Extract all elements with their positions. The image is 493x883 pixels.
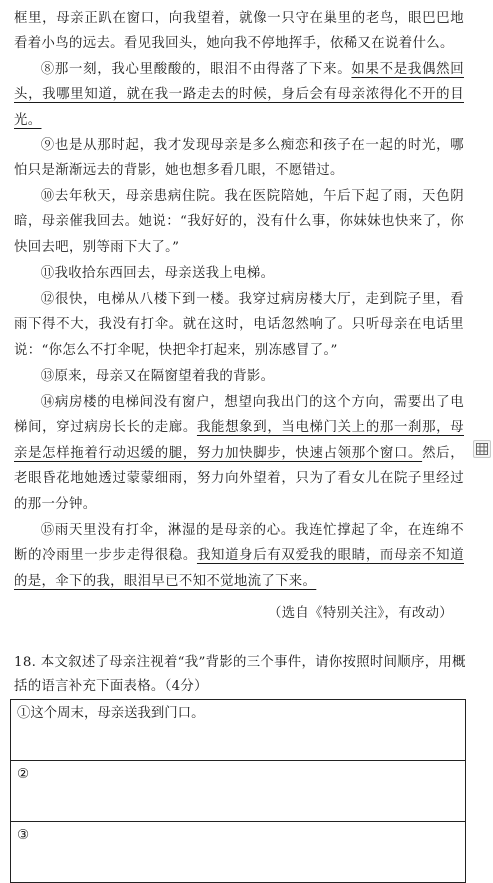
paragraph-10: ⑩去年秋天，母亲患病住院。我在医院陪她，午后下起了雨，天色阴暗，母亲催我回去。她说：“我好好的，没有什么事，你妹妹也快来了，你快回去吧，别等雨下大了。” xyxy=(14,189,464,255)
table-row xyxy=(11,822,466,883)
answer-cell-1[interactable]: ①这个周末，母亲送我到门口。 xyxy=(11,700,466,761)
question-18: 18. 本文叙述了母亲注视着“我”背影的三个事件，请你按照时间顺序，用概括的语言补充下面表格。（4分） xyxy=(14,655,466,694)
paragraph-12: ⑫很快，电梯从八楼下到一楼。我穿过病房楼大厅，走到院子里，看雨下得不大，我没有打伞。就在这时，电话忽然响了。只听母亲在电话里说：“你怎么不打伞呢，快把伞打起来，别冻感冒了。” xyxy=(14,292,464,358)
paragraph-11: ⑪我收拾东西回去，母亲送我上电梯。 xyxy=(40,266,275,281)
paragraph-14 xyxy=(14,390,464,517)
paragraph-7-continued: 框里，母亲正趴在窗口，向我望着，就像一只守在巢里的老鸟，眼巴巴地看着小鸟的远去。看见我回头，她向我不停地挥手，依稀又在说着什么。 xyxy=(14,11,464,52)
source-attribution: （选自《特别关注》，有改动） xyxy=(268,606,453,621)
paragraph-13: ⑬原来，母亲又在隔窗望着我的背影。 xyxy=(40,369,275,384)
answer-cell-2[interactable]: ② xyxy=(11,761,466,822)
paragraph-15 xyxy=(14,518,464,594)
table-row xyxy=(11,700,466,761)
table-grid-icon-glyph xyxy=(476,443,488,455)
answer-cell-3[interactable]: ③ xyxy=(11,822,466,883)
table-grid-icon[interactable] xyxy=(473,440,491,458)
paragraph-8-plain: ⑧那一刻，我心里酸酸的，眼泪不由得落了下来。 xyxy=(40,62,352,77)
paragraph-8 xyxy=(14,57,464,133)
paragraph-15-plain: ⑮雨天里没有打伞，淋湿的是母亲的心。我连忙撑起了伞，在连绵不断的冷雨里一步步走得很稳。 xyxy=(14,523,464,564)
answer-table xyxy=(10,699,466,883)
paragraph-9: ⑨也是从那时起，我才发现母亲是多么痴恋和孩子在一起的时光，哪怕只是渐渐远去的背影，她也想多看几眼，不愿错过。 xyxy=(14,138,464,179)
paragraph-15-underlined: 我知道身后有双爱我的眼睛，而母亲不知道的是，伞下的我，眼泪早已不知不觉地流了下来。 xyxy=(14,548,464,589)
paragraph-14-underlined: 我能想象到，当电梯门关上的那一刹那，母亲是怎样拖着行动迟缓的腿，努力加快脚步，快速占领那个窗口。 xyxy=(14,420,464,461)
table-row xyxy=(11,761,466,822)
paragraph-8-underlined: 如果不是我偶然回头，我哪里知道，就在我一路走去的时候，身后会有母亲浓得化不开的目光。 xyxy=(14,62,464,128)
paragraph-14-plain: ⑭病房楼的电梯间没有窗户，想望向我出门的这个方向，需要出了电梯间，穿过病房长长的走廊。 xyxy=(14,395,464,436)
paragraph-14-tail: 然后，老眼昏花地她透过蒙蒙细雨，努力向外望着，只为了看女儿在院子里经过的那一分钟。 xyxy=(14,445,464,512)
